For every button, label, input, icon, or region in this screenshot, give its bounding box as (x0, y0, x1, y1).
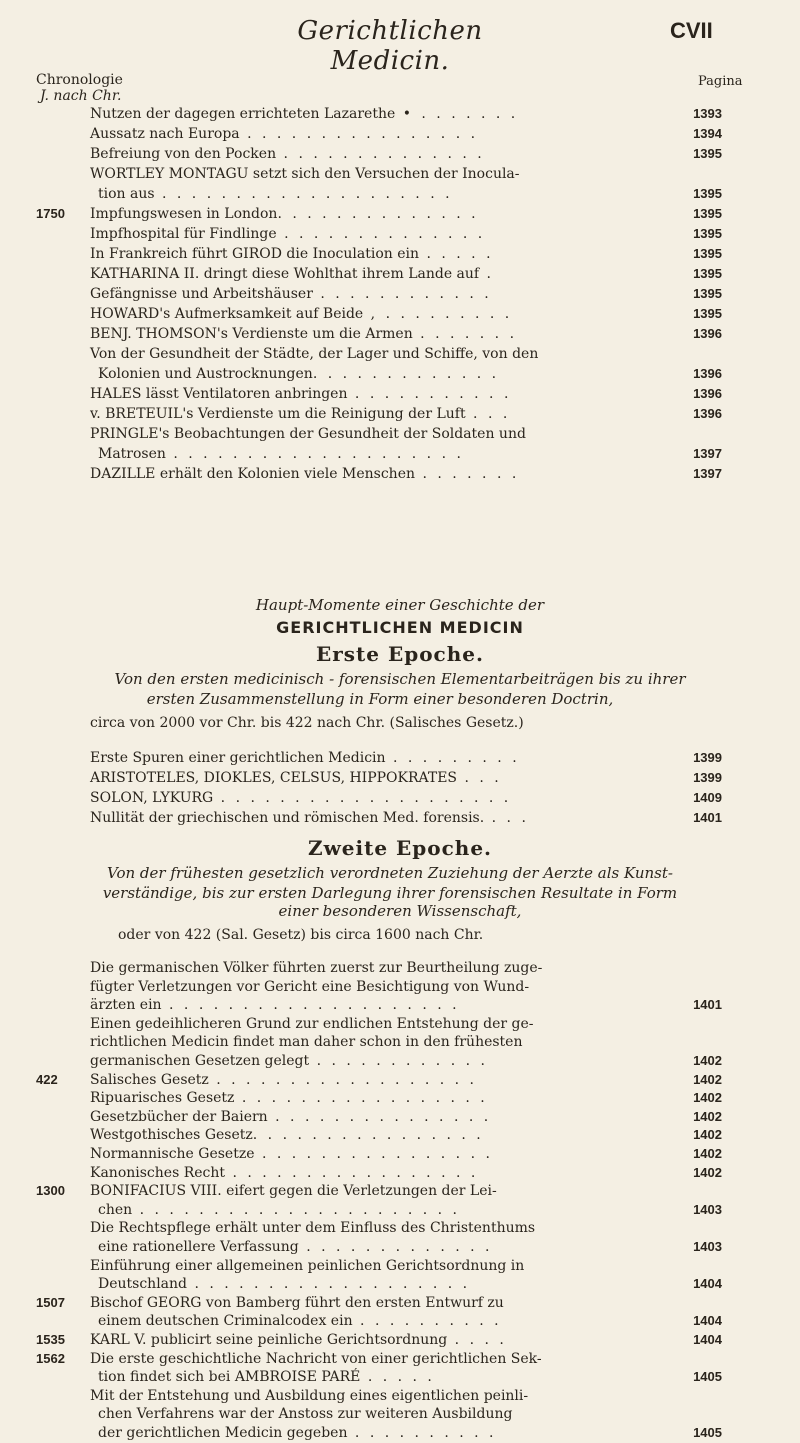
leader-dots: . . . . . . . . . . . . (312, 286, 492, 302)
entry-page-number: 1393 (693, 106, 722, 121)
entry-page-number: 1394 (693, 126, 722, 141)
index-entry (90, 324, 722, 344)
index-entry (90, 1386, 722, 1406)
index-entry (90, 224, 722, 244)
entry-page-number: 1399 (693, 770, 722, 785)
index-entry (90, 958, 722, 978)
index-entry (90, 1330, 722, 1350)
entry-page-number: 1395 (693, 266, 722, 281)
page-number: CVII (670, 18, 713, 43)
year-marker: 1300 (36, 1183, 65, 1199)
year-marker: 1750 (36, 206, 65, 221)
index-entry (90, 1014, 722, 1034)
leader-dots: . . . . . . . . . . . . . . . (267, 1108, 492, 1125)
entry-text: PRINGLE's Beobachtungen der Gesundheit der Soldaten und (90, 426, 526, 442)
entry-text: Deutschland (98, 1276, 187, 1293)
entry-text: Mit der Entstehung und Ausbildung eines eigentlichen peinli- (90, 1387, 529, 1404)
entry-page-number: 1401 (693, 997, 722, 1013)
entry-text: KATHARINA II. dringt diese Wohlthat ihrem Lande auf (90, 266, 480, 282)
entry-page-number: 1405 (693, 1369, 722, 1385)
entry-page-number: 1395 (693, 206, 722, 221)
year-marker: 1562 (36, 1350, 65, 1366)
entry-text: WORTLEY MONTAGU setzt sich den Versuchen der Inocula- (90, 166, 520, 182)
index-entry (98, 1274, 722, 1294)
entry-text: einem deutschen Criminalcodex ein (98, 1313, 353, 1330)
leader-dots: . . . . . . . . . . . . (309, 1053, 488, 1069)
entry-text: BENJ. THOMSON's Verdienste um die Armen (90, 326, 413, 342)
entry-page-number: 1401 (693, 810, 722, 825)
entry-page-number: 1396 (693, 386, 722, 401)
entry-page-number: 1402 (693, 1164, 722, 1180)
entry-page-number: 1402 (693, 1053, 722, 1068)
year-marker: 422 (36, 1071, 58, 1087)
index-entry (98, 1200, 722, 1220)
entry-text: Erste Spuren einer gerichtlichen Medicin (90, 750, 386, 766)
index-entry (90, 1051, 722, 1071)
entry-text: Normannische Gesetze (90, 1146, 255, 1162)
index-entry (90, 748, 722, 768)
index-entry (90, 264, 722, 284)
entry-text: tion aus (98, 186, 155, 202)
entry-text: Einführung einer allgemeinen peinlichen Gerichtsordnung in (90, 1257, 525, 1274)
entry-page-number: 1395 (693, 146, 722, 161)
index-entry (98, 444, 722, 464)
leader-dots: . . . . . (360, 1369, 435, 1386)
entry-text: ärzten ein (90, 997, 162, 1014)
index-entry (98, 1367, 722, 1387)
leader-dots: . . . . . . . . . . . (347, 386, 512, 402)
index-entry (90, 384, 722, 404)
index-entry (90, 244, 722, 264)
leader-dots: . . . . . (419, 246, 494, 262)
section-heading-line1: Haupt-Momente einer Geschichte der (255, 596, 545, 614)
leader-dots: . . . . . . . . . . . . . (298, 1239, 493, 1255)
year-marker: 1507 (36, 1294, 65, 1310)
entry-text: HALES lässt Ventilatoren anbringen (90, 386, 348, 402)
leader-dots: . . . . . . . . . . . . . . (276, 226, 486, 242)
entry-text: ARISTOTELES, DIOKLES, CELSUS, HIPPOKRATES (90, 770, 458, 786)
epoch1-description-line1: Von den ersten medicinisch - forensischen Elementarbeiträgen bis zu ihrer (114, 670, 686, 688)
leader-dots: . . . . . . . . . . . . . . . . . (225, 1164, 479, 1181)
entry-text: SOLON, LYKURG (90, 790, 214, 806)
entry-page-number: 1402 (693, 1090, 722, 1106)
leader-dots: . . . . . . . . . . . . . . . . . (234, 1090, 488, 1107)
epoch2-description-line1: Von der frühesten gesetzlich verordneten Zuziehung der Aerzte als Kunst- (107, 864, 673, 882)
index-entry (90, 1144, 722, 1164)
leader-dots: . . . . . . . . . . . . . . . . . . . . (213, 790, 512, 806)
index-entry (90, 424, 722, 444)
entry-text: Einen gedeihlicheren Grund zur endlichen Entstehung der ge- (90, 1015, 534, 1032)
entry-text: richtlichen Medicin findet man daher schon in den frühesten (90, 1034, 523, 1051)
entry-page-number: 1404 (693, 1332, 722, 1347)
index-entry (90, 1032, 722, 1052)
entry-page-number: 1402 (693, 1071, 722, 1087)
index-entry (98, 1423, 722, 1443)
leader-dots: . (479, 266, 495, 282)
entry-page-number: 1409 (693, 790, 722, 805)
index-entry (90, 1256, 722, 1276)
epoch2-description-line2: verständige, bis zur ersten Darlegung ihrer forensischen Resultate in Form (102, 884, 678, 902)
index-entry (90, 1107, 722, 1127)
entry-text: KARL V. publicirt seine peinliche Gerichtsordnung (90, 1332, 448, 1348)
leader-dots: . . . . . . . (412, 326, 518, 342)
entry-text: Nullität der griechischen und römischen Med. forensis. (90, 810, 485, 826)
entry-text: tion findet sich bei AMBROISE PARÉ (98, 1369, 361, 1386)
entry-page-number: 1395 (693, 246, 722, 261)
entry-text: Nutzen der dagegen errichteten Lazarethe (90, 106, 396, 122)
epoch1-range: circa von 2000 vor Chr. bis 422 nach Chr. (Salisches Gesetz.) (90, 715, 524, 731)
entry-page-number: 1397 (693, 466, 722, 481)
index-entry (98, 1311, 722, 1331)
entry-text: Gesetzbücher der Baiern (90, 1108, 268, 1125)
entry-page-number: 1396 (693, 406, 722, 421)
index-entry (90, 788, 722, 808)
leader-dots: . . . . . . . . . . . . . . (277, 206, 479, 222)
entry-text: In Frankreich führt GIROD die Inoculation ein (90, 246, 420, 262)
entry-text: Impfungswesen in London (90, 206, 278, 222)
entry-text: Die germanischen Völker führten zuerst zur Beurtheilung zuge- (90, 960, 543, 976)
column-header-year: J. nach Chr. (40, 88, 122, 104)
index-entry (98, 1404, 722, 1424)
leader-dots: . . . . . . . . . . . . . . . . . . . . (165, 446, 464, 462)
entry-page-number: 1395 (693, 306, 722, 321)
leader-dots: . . . . . . . . . . . . . . . . . . . (187, 1276, 471, 1293)
entry-text: germanischen Gesetzen gelegt (90, 1053, 310, 1069)
index-entry (90, 977, 722, 997)
entry-page-number: 1402 (693, 1146, 722, 1161)
index-entry (90, 284, 722, 304)
leader-dots: . . . . . . . . . . . . . . . . (252, 1127, 484, 1144)
entry-text: Ripuarisches Gesetz (90, 1090, 235, 1107)
leader-dots: . . . . . . . . . . . . . . . . . . (208, 1071, 478, 1088)
index-entry (90, 104, 722, 124)
entry-page-number: 1403 (693, 1239, 722, 1254)
entry-page-number: 1404 (693, 1313, 722, 1329)
leader-dots: . . . . . . . . . (385, 750, 520, 766)
entry-text: der gerichtlichen Medicin gegeben (98, 1425, 348, 1441)
leader-dots: . . . . . . . . . . . . . . . . . . . . . . (132, 1201, 460, 1218)
index-entry (90, 204, 722, 224)
entry-page-number: 1402 (693, 1108, 722, 1124)
epoch2-range: oder von 422 (Sal. Gesetz) bis circa 1600 nach Chr. (118, 927, 484, 943)
index-entry (98, 184, 722, 204)
entry-text: Kolonien und Austrocknungen (98, 366, 313, 382)
leader-dots: • . . . . . . . (395, 106, 519, 122)
entry-text: DAZILLE erhält den Kolonien viele Menschen (90, 466, 415, 482)
epoch1-description-line2: ersten Zusammenstellung in Form einer besonderen Doctrin, (146, 690, 614, 708)
running-head (0, 16, 800, 76)
index-entry (90, 1163, 722, 1183)
index-entry (90, 1070, 722, 1090)
index-entry (90, 995, 722, 1015)
entry-text: BONIFACIUS VIII. eifert gegen die Verletzungen der Lei- (90, 1183, 497, 1200)
entry-text: eine rationellere Verfassung (98, 1239, 299, 1255)
index-entry (90, 404, 722, 424)
index-entry (90, 808, 722, 828)
index-entry (90, 304, 722, 324)
entry-text: Von der Gesundheit der Städte, der Lager und Schiffe, von den (90, 346, 539, 362)
entry-text: Die Rechtspflege erhält unter dem Einfluss des Christenthums (90, 1220, 536, 1237)
leader-dots: . . . . . . . . . . (352, 1313, 502, 1330)
index-entry (90, 1181, 722, 1201)
epoch1-title: Erste Epoche. (316, 642, 484, 666)
entry-text: HOWARD's Aufmerksamkeit auf Beide (90, 306, 364, 322)
index-entry (90, 164, 722, 184)
leader-dots: . . . . . . . . . . . . . . . . (254, 1146, 493, 1162)
entry-page-number: 1395 (693, 186, 722, 201)
index-entry (90, 464, 722, 484)
entry-text: Befreiung von den Pocken (90, 146, 277, 162)
index-entry (98, 1237, 722, 1257)
entry-text: fügter Verletzungen vor Gericht eine Besichtigung von Wund- (90, 978, 530, 995)
entry-page-number: 1396 (693, 366, 722, 381)
index-entry (90, 768, 722, 788)
index-entry (90, 1088, 722, 1108)
entry-text: Bischof GEORG von Bamberg führt den ersten Entwurf zu (90, 1294, 504, 1311)
index-entry (90, 124, 722, 144)
entry-text: Impfhospital für Findlinge (90, 226, 277, 242)
entry-page-number: 1403 (693, 1201, 722, 1217)
column-header-pagina: Pagina (698, 74, 743, 89)
leader-dots: . . . . . . . . . . . . . . (276, 146, 485, 162)
entry-page-number: 1404 (693, 1276, 722, 1292)
entry-page-number: 1395 (693, 286, 722, 301)
index-entry (90, 344, 722, 364)
column-header-chronologie: Chronologie (36, 72, 123, 88)
entry-page-number: 1397 (693, 446, 722, 461)
index-entry (90, 1349, 722, 1369)
leader-dots: . . . . . . . . . . . . . . . . . . . . (154, 186, 453, 202)
entry-page-number: 1396 (693, 326, 722, 341)
entry-text: chen (98, 1201, 133, 1218)
entry-text: v. BRETEUIL's Verdienste um die Reinigung der Luft (90, 406, 466, 422)
entry-page-number: 1395 (693, 226, 722, 241)
section-heading-line2: GERICHTLICHEN MEDICIN (276, 618, 524, 637)
entry-page-number: 1399 (693, 750, 722, 765)
entry-text: Westgothisches Gesetz (90, 1127, 253, 1144)
leader-dots: . . . . (447, 1332, 507, 1348)
epoch2-description-line3: einer besonderen Wissenschaft, (278, 902, 522, 920)
year-marker: 1535 (36, 1332, 65, 1347)
leader-dots: . . . . . . . . . . (347, 1425, 497, 1441)
leader-dots: . . . (465, 406, 511, 422)
entry-page-number: 1405 (693, 1425, 722, 1440)
index-entry (90, 144, 722, 164)
index-entry (90, 1293, 722, 1313)
running-title: Gerichtlichen Medicin. (297, 16, 483, 76)
leader-dots: . . . . . . . . . . . . . . . . . . . . (161, 997, 460, 1014)
entry-text: Gefängnisse und Arbeitshäuser (90, 286, 313, 302)
epoch2-title: Zweite Epoche. (307, 836, 493, 860)
leader-dots: . . . (457, 770, 502, 786)
entry-text: Salisches Gesetz (90, 1071, 209, 1088)
leader-dots: . . . . . . . . . . . . . . . . (239, 126, 479, 142)
leader-dots: . . . . . . . (415, 466, 520, 482)
index-entry (90, 1218, 722, 1238)
leader-dots: . . . (484, 810, 529, 826)
index-entry (90, 1125, 722, 1145)
index-entry (98, 364, 722, 384)
leader-dots: . . . . . . . . . . . . . (312, 366, 500, 382)
entry-text: Matrosen (98, 446, 166, 462)
entry-page-number: 1402 (693, 1127, 722, 1143)
entry-text: Aussatz nach Europa (90, 126, 240, 142)
entry-text: Kanonisches Recht (90, 1164, 226, 1181)
entry-text: Die erste geschichtliche Nachricht von einer gerichtlichen Sek- (90, 1350, 542, 1367)
leader-dots: , . . . . . . . . . (363, 306, 513, 322)
entry-text: chen Verfahrens war der Anstoss zur weiteren Ausbildung (98, 1406, 513, 1423)
